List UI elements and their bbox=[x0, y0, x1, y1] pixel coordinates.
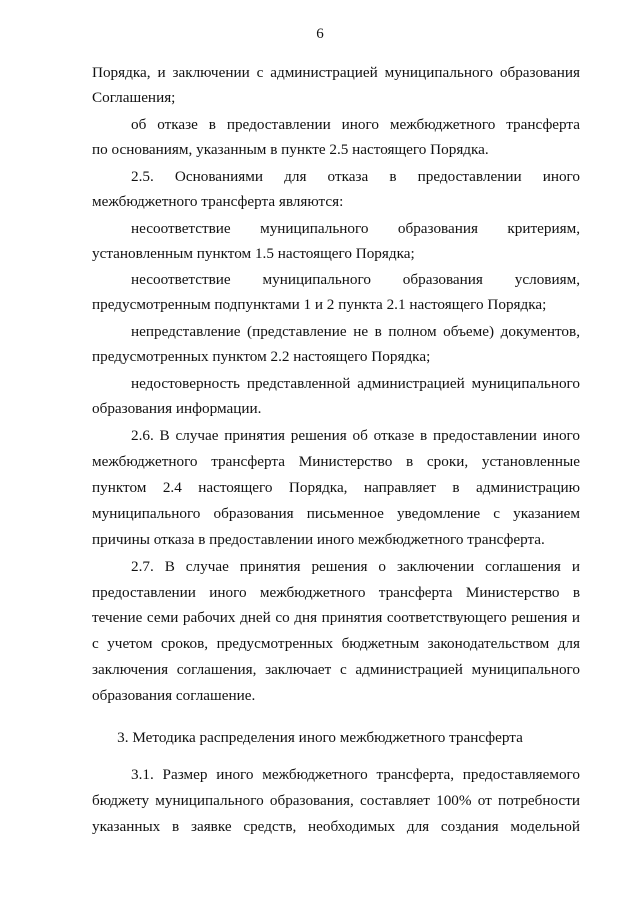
text-line: муниципального образования письменное уведомление с указанием bbox=[92, 505, 580, 522]
text-line: предусмотренным подпунктами 1 и 2 пункта 2.1 настоящего Порядка; bbox=[92, 296, 547, 313]
text-line: Соглашения; bbox=[92, 89, 176, 106]
text-line: несоответствие муниципального образования условиям, bbox=[131, 271, 580, 288]
text-line: установленным пунктом 1.5 настоящего Порядка; bbox=[92, 245, 415, 262]
text-line: причины отказа в предоставлении иного межбюджетного трансферта. bbox=[92, 531, 545, 548]
text-line: несоответствие муниципального образования критериям, bbox=[131, 220, 580, 237]
page-number: 6 bbox=[316, 26, 324, 42]
text-line: образования соглашение. bbox=[92, 687, 256, 704]
text-line: по основаниям, указанным в пункте 2.5 настоящего Порядка. bbox=[92, 141, 489, 158]
text-line: указанных в заявке средств, необходимых для создания модельной bbox=[92, 818, 580, 835]
text-line: 3.1. Размер иного межбюджетного трансферта, предоставляемого bbox=[131, 766, 580, 783]
text-line: предусмотренных пунктом 2.2 настоящего Порядка; bbox=[92, 348, 431, 365]
text-line: 2.5. Основаниями для отказа в предоставлении иного bbox=[131, 168, 580, 185]
text-line: течение семи рабочих дней со дня принятия соответствующего решения и bbox=[92, 609, 580, 626]
text-line: 2.6. В случае принятия решения об отказе в предоставлении иного bbox=[131, 427, 580, 444]
text-line: межбюджетного трансферта являются: bbox=[92, 193, 344, 210]
text-line: с учетом сроков, предусмотренных бюджетным законодательством для bbox=[92, 635, 580, 652]
text-line: недостоверность представленной администрацией муниципального bbox=[131, 375, 580, 392]
section-heading: 3. Методика распределения иного межбюджетного трансферта bbox=[117, 729, 523, 746]
text-line: Порядка, и заключении с администрацией муниципального образования bbox=[92, 64, 580, 81]
text-line: межбюджетного трансферта Министерство в сроки, установленные bbox=[92, 453, 580, 470]
text-line: 2.7. В случае принятия решения о заключении соглашения и bbox=[131, 558, 580, 575]
text-line: образования информации. bbox=[92, 400, 262, 417]
text-line: заключения соглашения, заключает с администрацией муниципального bbox=[92, 661, 580, 678]
text-line: бюджету муниципального образования, составляет 100% от потребности bbox=[92, 792, 580, 809]
text-line: предоставлении иного межбюджетного трансферта Министерство в bbox=[92, 584, 580, 601]
text-line: пунктом 2.4 настоящего Порядка, направляет в администрацию bbox=[92, 479, 580, 496]
text-line: об отказе в предоставлении иного межбюджетного трансферта bbox=[131, 116, 580, 133]
text-line: непредставление (представление не в полном объеме) документов, bbox=[131, 323, 580, 340]
